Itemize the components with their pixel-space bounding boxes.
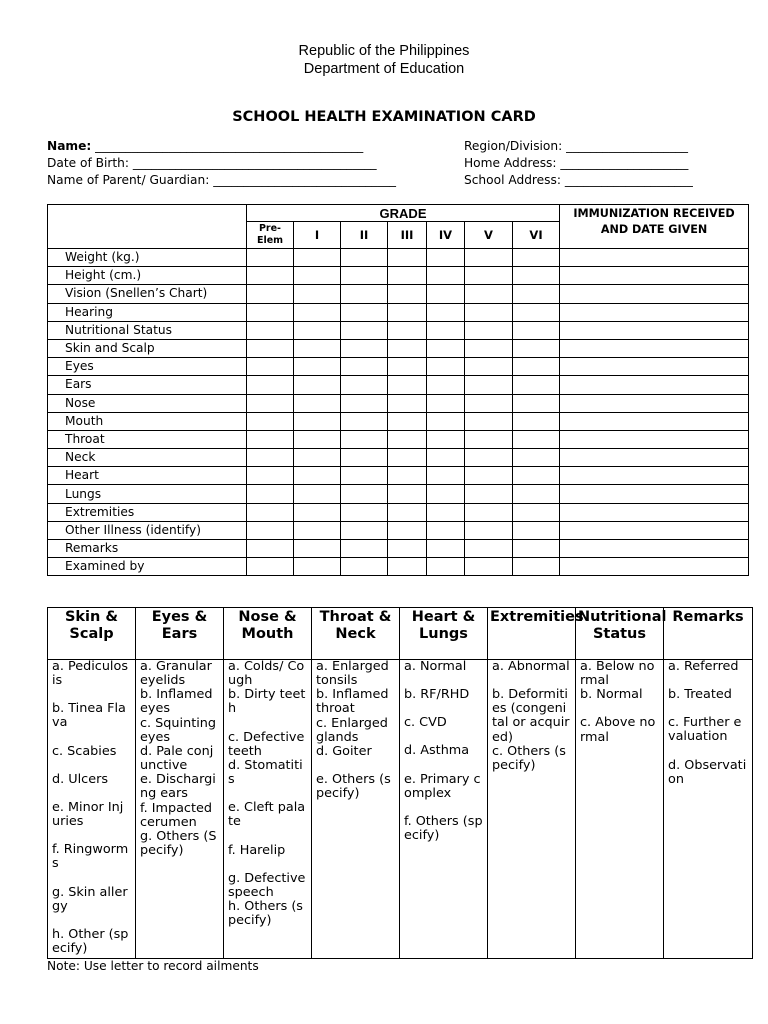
entry-cell[interactable] (341, 503, 388, 521)
list-item: d. Asthma (404, 743, 470, 759)
entry-cell[interactable] (513, 449, 560, 467)
ailments-table (47, 607, 753, 959)
list-item: d. Goiter (316, 743, 372, 759)
entry-cell[interactable] (388, 449, 427, 467)
entry-cell[interactable] (294, 267, 341, 285)
name-line[interactable]: ____________________________________________ (95, 139, 364, 153)
table-row (48, 394, 749, 412)
entry-cell[interactable] (247, 412, 294, 430)
entry-cell[interactable] (341, 521, 388, 539)
entry-cell[interactable] (465, 412, 513, 430)
entry-cell[interactable] (247, 540, 294, 558)
entry-cell[interactable] (247, 267, 294, 285)
entry-cell[interactable] (294, 485, 341, 503)
entry-cell[interactable] (388, 321, 427, 339)
list-item: a. Referred (668, 659, 739, 674)
entry-cell[interactable] (341, 558, 388, 576)
entry-cell[interactable] (341, 540, 388, 558)
entry-cell[interactable] (427, 267, 465, 285)
entry-cell[interactable] (388, 303, 427, 321)
entry-cell[interactable] (388, 376, 427, 394)
list-item: a. Below normal (580, 659, 655, 689)
entry-cell[interactable] (294, 394, 341, 412)
ailment-list-cell (576, 660, 664, 959)
ailment-list-cell (48, 660, 136, 959)
grade-column-header: I (294, 222, 341, 249)
list-item: h. Others (specify) (228, 899, 303, 929)
entry-cell[interactable] (247, 321, 294, 339)
entry-cell[interactable] (388, 358, 427, 376)
entry-cell[interactable] (247, 485, 294, 503)
entry-cell[interactable] (513, 412, 560, 430)
entry-cell[interactable] (388, 339, 427, 357)
entry-cell[interactable] (560, 376, 749, 394)
list-item: b. Dirty teeth (228, 687, 306, 717)
entry-cell[interactable] (341, 358, 388, 376)
entry-cell[interactable] (513, 394, 560, 412)
grade-table (47, 204, 749, 576)
entry-cell[interactable] (427, 412, 465, 430)
list-item: g. Skin allergy (52, 884, 128, 914)
row-label: Height (cm.) (48, 267, 247, 285)
entry-cell[interactable] (341, 467, 388, 485)
grade-header-row (48, 205, 749, 222)
entry-cell[interactable] (388, 485, 427, 503)
ailment-category-header: Nose & Mouth (224, 608, 312, 660)
ailment-list-cell (488, 660, 576, 959)
ailment-category-header: Heart & Lungs (400, 608, 488, 660)
ailment-list-cell (400, 660, 488, 959)
table-row (48, 358, 749, 376)
entry-cell[interactable] (465, 376, 513, 394)
table-row (48, 339, 749, 357)
region-label: Region/Division: (464, 139, 563, 153)
entry-cell[interactable] (465, 285, 513, 303)
entry-cell[interactable] (465, 358, 513, 376)
list-item: b. Inflamed throat (316, 687, 393, 717)
row-label: Other Illness (identify) (48, 521, 247, 539)
entry-cell[interactable] (465, 467, 513, 485)
entry-cell[interactable] (247, 521, 294, 539)
list-item: e. Discharging ears (140, 772, 216, 802)
row-label: Neck (48, 449, 247, 467)
ailments-header-row (48, 608, 753, 660)
entry-cell[interactable] (341, 285, 388, 303)
row-label: Ears (48, 376, 247, 394)
entry-cell[interactable] (513, 521, 560, 539)
entry-cell[interactable] (341, 394, 388, 412)
entry-cell[interactable] (560, 430, 749, 448)
entry-cell[interactable] (341, 485, 388, 503)
entry-cell[interactable] (560, 521, 749, 539)
entry-cell[interactable] (560, 503, 749, 521)
entry-cell[interactable] (388, 394, 427, 412)
ailment-category-header: Eyes & Ears (136, 608, 224, 660)
ailment-category-header: Nutritional Status (576, 608, 664, 660)
entry-cell[interactable] (513, 321, 560, 339)
list-item: e. Others (specify) (316, 772, 391, 802)
list-item: b. RF/RHD (404, 687, 470, 703)
entry-cell[interactable] (388, 467, 427, 485)
ailment-category-header: Extremities (488, 608, 576, 660)
list-item: b. Treated (668, 687, 732, 703)
dob-label: Date of Birth: (47, 156, 129, 170)
list-item: c. CVD (404, 715, 447, 731)
entry-cell[interactable] (465, 540, 513, 558)
parent-field (47, 173, 396, 187)
entry-cell[interactable] (388, 558, 427, 576)
table-row (48, 249, 749, 267)
entry-cell[interactable] (388, 430, 427, 448)
entry-cell[interactable] (560, 358, 749, 376)
entry-cell[interactable] (465, 521, 513, 539)
entry-cell[interactable] (247, 449, 294, 467)
table-row (48, 558, 749, 576)
entry-cell[interactable] (427, 376, 465, 394)
entry-cell[interactable] (465, 430, 513, 448)
row-label: Heart (48, 467, 247, 485)
row-label: Nose (48, 394, 247, 412)
entry-cell[interactable] (427, 394, 465, 412)
grade-column-header: III (388, 222, 427, 249)
entry-cell[interactable] (341, 412, 388, 430)
entry-cell[interactable] (560, 467, 749, 485)
entry-cell[interactable] (427, 540, 465, 558)
entry-cell[interactable] (427, 558, 465, 576)
grade-column-header: II (341, 222, 388, 249)
entry-cell[interactable] (560, 249, 749, 267)
entry-cell[interactable] (560, 321, 749, 339)
page-title: SCHOOL HEALTH EXAMINATION CARD (232, 109, 536, 125)
name-field (47, 139, 363, 153)
list-item: c. Further evaluation (668, 715, 742, 745)
entry-cell[interactable] (388, 503, 427, 521)
row-label: Examined by (48, 558, 247, 576)
entry-cell[interactable] (294, 467, 341, 485)
school-address-field (464, 173, 693, 187)
ailment-list-cell (312, 660, 400, 959)
ailment-category-header: Throat & Neck (312, 608, 400, 660)
entry-cell[interactable] (560, 339, 749, 357)
entry-cell[interactable] (465, 485, 513, 503)
entry-cell[interactable] (560, 540, 749, 558)
row-label: Weight (kg.) (48, 249, 247, 267)
list-item: a. Pediculosis (52, 659, 128, 689)
entry-cell[interactable] (427, 321, 465, 339)
list-item: c. Others (specify) (492, 743, 566, 773)
entry-cell[interactable] (294, 339, 341, 357)
entry-cell[interactable] (247, 285, 294, 303)
list-item: e. Primary complex (404, 771, 481, 801)
entry-cell[interactable] (294, 521, 341, 539)
list-item: a. Enlarged tonsils (316, 659, 393, 689)
entry-cell[interactable] (341, 376, 388, 394)
entry-cell[interactable] (427, 521, 465, 539)
entry-cell[interactable] (560, 394, 749, 412)
list-item: a. Normal (404, 659, 467, 674)
row-label: Eyes (48, 358, 247, 376)
table-row (48, 467, 749, 485)
entry-cell[interactable] (247, 558, 294, 576)
table-row (48, 521, 749, 539)
entry-cell[interactable] (294, 321, 341, 339)
entry-cell[interactable] (294, 412, 341, 430)
entry-cell[interactable] (294, 430, 341, 448)
entry-cell[interactable] (427, 467, 465, 485)
list-item: a. Abnormal (492, 659, 570, 674)
entry-cell[interactable] (341, 303, 388, 321)
table-row (48, 540, 749, 558)
grade-column-header: V (465, 222, 513, 249)
list-item: f. Ringworms (52, 842, 129, 872)
list-item: e. Minor Injuries (52, 799, 124, 830)
entry-cell[interactable] (388, 412, 427, 430)
grade-column-header: IV (427, 222, 465, 249)
list-item: f. Harelip (228, 842, 286, 858)
school-address-label: School Address: (464, 173, 561, 187)
grade-corner-cell (48, 205, 247, 249)
grade-header: GRADE (247, 205, 560, 222)
grade-column-header: Pre- Elem (247, 222, 294, 249)
entry-cell[interactable] (560, 449, 749, 467)
table-row (48, 285, 749, 303)
list-item: d. Observation (668, 757, 747, 787)
entry-cell[interactable] (513, 376, 560, 394)
entry-cell[interactable] (513, 303, 560, 321)
row-label: Hearing (48, 303, 247, 321)
list-item: c. Above normal (580, 715, 656, 745)
list-item: d. Ulcers (52, 771, 109, 787)
entry-cell[interactable] (294, 503, 341, 521)
ailment-list-cell (136, 660, 224, 959)
school-address-line[interactable]: _____________________ (564, 173, 693, 187)
entry-cell[interactable] (294, 376, 341, 394)
entry-cell[interactable] (247, 376, 294, 394)
entry-cell[interactable] (341, 267, 388, 285)
region-field (464, 139, 688, 153)
table-row (48, 503, 749, 521)
list-item: b. Tinea Flava (52, 701, 126, 731)
entry-cell[interactable] (465, 267, 513, 285)
list-item: c. Defective teeth (228, 729, 309, 759)
entry-cell[interactable] (427, 503, 465, 521)
entry-cell[interactable] (247, 249, 294, 267)
entry-cell[interactable] (294, 449, 341, 467)
entry-cell[interactable] (341, 449, 388, 467)
list-item: f. Impacted cerumen (140, 800, 217, 830)
entry-cell[interactable] (294, 540, 341, 558)
row-label: Vision (Snellen’s Chart) (48, 285, 247, 303)
parent-label: Name of Parent/ Guardian: (47, 173, 210, 187)
entry-cell[interactable] (388, 521, 427, 539)
entry-cell[interactable] (560, 558, 749, 576)
entry-cell[interactable] (341, 321, 388, 339)
list-item: a. Colds/ Cough (228, 659, 305, 689)
entry-cell[interactable] (388, 249, 427, 267)
entry-cell[interactable] (560, 285, 749, 303)
entry-cell[interactable] (513, 339, 560, 357)
row-label: Mouth (48, 412, 247, 430)
ailments-body-row (48, 660, 753, 959)
entry-cell[interactable] (513, 540, 560, 558)
list-item: g. Others (Specify) (140, 828, 217, 859)
list-item: b. Deformities (congenital or acquired) (492, 687, 570, 745)
entry-cell[interactable] (465, 394, 513, 412)
list-item: b. Normal (580, 687, 643, 703)
note: Note: Use letter to record ailments (47, 959, 259, 973)
entry-cell[interactable] (513, 558, 560, 576)
table-row (48, 376, 749, 394)
entry-cell[interactable] (513, 485, 560, 503)
entry-cell[interactable] (247, 503, 294, 521)
entry-cell[interactable] (294, 249, 341, 267)
list-item: g. Defective speech (228, 870, 310, 900)
table-row (48, 412, 749, 430)
dob-line[interactable]: ________________________________________ (132, 156, 377, 170)
entry-cell[interactable] (560, 485, 749, 503)
entry-cell[interactable] (341, 430, 388, 448)
entry-cell[interactable] (560, 267, 749, 285)
entry-cell[interactable] (465, 249, 513, 267)
immunization-header: IMMUNIZATION RECEIVED AND DATE GIVEN (560, 205, 749, 249)
entry-cell[interactable] (513, 503, 560, 521)
table-row (48, 321, 749, 339)
list-item: c. Scabies (52, 743, 117, 759)
entry-cell[interactable] (247, 467, 294, 485)
entry-cell[interactable] (465, 503, 513, 521)
table-row (48, 449, 749, 467)
row-label: Throat (48, 430, 247, 448)
entry-cell[interactable] (247, 358, 294, 376)
region-line[interactable]: ____________________ (566, 139, 688, 153)
list-item: a. Granular eyelids (140, 659, 216, 689)
entry-cell[interactable] (247, 394, 294, 412)
row-label: Nutritional Status (48, 321, 247, 339)
row-label: Skin and Scalp (48, 339, 247, 357)
home-address-label: Home Address: (464, 156, 557, 170)
entry-cell[interactable] (513, 249, 560, 267)
list-item: c. Squinting eyes (140, 715, 221, 745)
home-address-field (464, 156, 688, 170)
entry-cell[interactable] (247, 339, 294, 357)
list-item: f. Others (specify) (404, 813, 483, 844)
entry-cell[interactable] (294, 358, 341, 376)
list-item: b. Inflamed eyes (140, 687, 217, 717)
entry-cell[interactable] (427, 339, 465, 357)
name-label: Name: (47, 139, 92, 153)
ailment-list-cell (664, 660, 753, 959)
entry-cell[interactable] (513, 267, 560, 285)
table-row (48, 485, 749, 503)
entry-cell[interactable] (427, 449, 465, 467)
grade-column-header: VI (513, 222, 560, 249)
ailment-list-cell (224, 660, 312, 959)
entry-cell[interactable] (247, 303, 294, 321)
entry-cell[interactable] (465, 558, 513, 576)
entry-cell[interactable] (465, 303, 513, 321)
entry-cell[interactable] (294, 285, 341, 303)
list-item: c. Enlarged glands (316, 715, 392, 745)
parent-line[interactable]: ______________________________ (213, 173, 396, 187)
entry-cell[interactable] (427, 249, 465, 267)
row-label: Remarks (48, 540, 247, 558)
entry-cell[interactable] (294, 558, 341, 576)
entry-cell[interactable] (427, 285, 465, 303)
table-row (48, 303, 749, 321)
header-republic: Republic of the Philippines (298, 43, 470, 59)
entry-cell[interactable] (427, 485, 465, 503)
entry-cell[interactable] (465, 321, 513, 339)
table-row (48, 430, 749, 448)
entry-cell[interactable] (427, 430, 465, 448)
entry-cell[interactable] (513, 358, 560, 376)
entry-cell[interactable] (427, 358, 465, 376)
entry-cell[interactable] (513, 430, 560, 448)
list-item: d. Stomatitis (228, 757, 303, 788)
row-label: Lungs (48, 485, 247, 503)
row-label: Extremities (48, 503, 247, 521)
entry-cell[interactable] (465, 339, 513, 357)
entry-cell[interactable] (388, 267, 427, 285)
entry-cell[interactable] (341, 339, 388, 357)
entry-cell[interactable] (247, 430, 294, 448)
entry-cell[interactable] (513, 467, 560, 485)
list-item: e. Cleft palate (228, 800, 306, 830)
dob-field (47, 156, 377, 170)
header-department: Department of Education (303, 61, 465, 77)
list-item: d. Pale conjunctive (140, 743, 214, 774)
entry-cell[interactable] (427, 303, 465, 321)
entry-cell[interactable] (341, 249, 388, 267)
table-row (48, 267, 749, 285)
entry-cell[interactable] (560, 303, 749, 321)
entry-cell[interactable] (388, 285, 427, 303)
ailment-category-header: Remarks (664, 608, 753, 660)
entry-cell[interactable] (388, 540, 427, 558)
entry-cell[interactable] (513, 285, 560, 303)
ailment-category-header: Skin & Scalp (48, 608, 136, 660)
list-item: h. Other (specify) (52, 926, 129, 957)
entry-cell[interactable] (560, 412, 749, 430)
entry-cell[interactable] (294, 303, 341, 321)
entry-cell[interactable] (465, 449, 513, 467)
home-address-line[interactable]: _____________________ (560, 156, 689, 170)
